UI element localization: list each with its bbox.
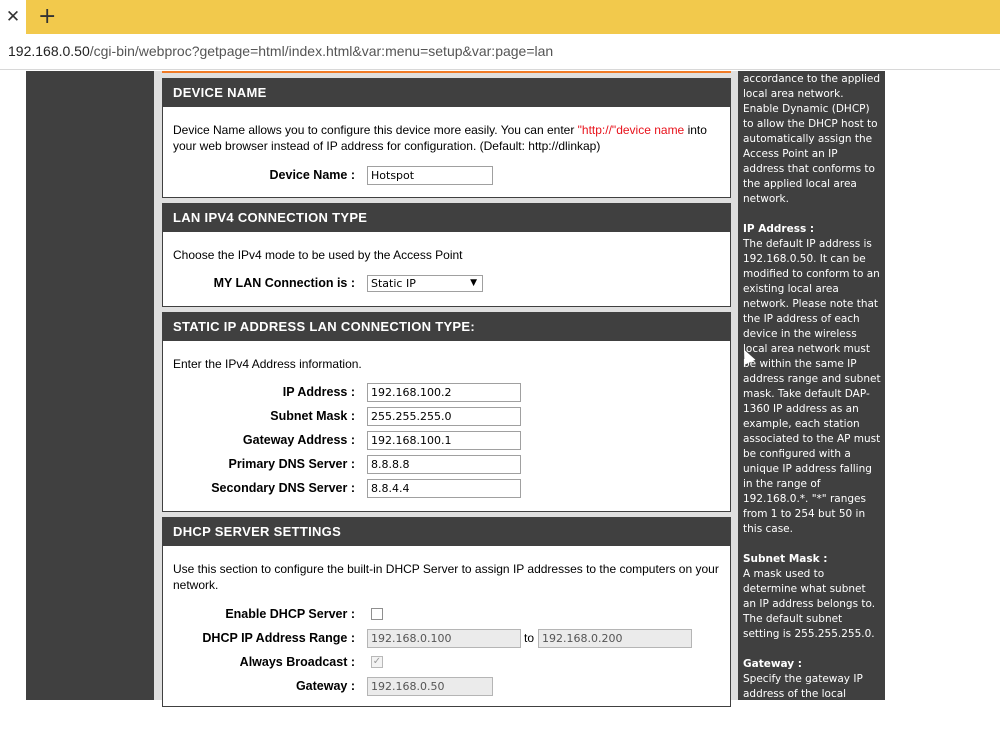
help-intro: accordance to the applied local area network. Enable Dynamic (DHCP) to allow the DHCP host to automatically assign the Access Point an IP address that conforms to the applied local area network. [743,73,881,205]
secondary-dns-input[interactable]: 8.8.4.4 [367,479,521,498]
ip-address-input[interactable]: 192.168.100.2 [367,383,521,402]
device-name-label: Device Name : [269,168,355,182]
device-name-section [162,78,731,198]
dhcp-range-label: DHCP IP Address Range : [202,631,355,645]
section-title: LAN IPV4 CONNECTION TYPE [163,204,730,232]
browser-tab-strip [0,0,1000,34]
device-name-link-text: "http://"device name [577,123,685,137]
subnet-mask-input[interactable]: 255.255.255.0 [367,407,521,426]
gateway-address-label: Gateway Address : [242,433,355,447]
gateway-address-input[interactable]: 192.168.100.1 [367,431,521,450]
enable-dhcp-label: Enable DHCP Server : [225,607,355,621]
dhcp-range-start-input[interactable]: 192.168.0.100 [367,629,521,648]
section-title: DHCP SERVER SETTINGS [163,518,730,546]
url-path: /cgi-bin/webproc?getpage=html/index.html&var:menu=setup&var:page=lan [89,43,554,59]
primary-dns-label: Primary DNS Server : [228,457,355,471]
static-ip-section [162,312,731,512]
new-tab-icon[interactable]: + [38,4,57,29]
range-separator: to [524,631,535,645]
dhcp-server-section [162,517,731,707]
address-bar[interactable] [0,34,1000,70]
help-gateway-text: Specify the gateway IP address of the local network. [743,673,863,715]
help-sidebar [738,71,885,745]
help-ip-heading: IP Address : [743,223,815,235]
help-ip-text: The default IP address is 192.168.0.50. It can be modified to conform to an existing local area network. Please note that the IP address of each device in the wireless local area network must be within the same IP address range and subnet mask. Take default DAP-1360 IP address as an example, each station associated to the AP must be configured with a unique IP address falling in the range of 192.168.0.*. "*" ranges from 1 to 254 but 50 in this case. [743,238,881,535]
device-name-description: Device Name allows you to configure this device more easily. You can enter "http://"device name into your web browser instead of IP address for configuration. (Default: http://dlinkap) [173,123,707,153]
help-gateway-heading: Gateway : [743,658,803,670]
help-text [743,71,881,747]
dhcp-range-end-input[interactable]: 192.168.0.200 [538,629,692,648]
subnet-mask-label: Subnet Mask : [270,409,355,423]
url-text[interactable] [8,43,553,59]
lan-connection-label: MY LAN Connection is : [213,276,355,290]
section-title: STATIC IP ADDRESS LAN CONNECTION TYPE: [163,313,730,341]
accent-divider [162,71,731,73]
router-setup-page [0,71,1000,745]
section-title: DEVICE NAME [163,79,730,107]
always-broadcast-checkbox[interactable]: ✓ [372,656,382,667]
help-mask-text: A mask used to determine what subnet an IP address belongs to. The default subnet setting is 255.255.255.0. [743,568,876,640]
help-dhcp-heading: DHCP Server : [743,733,827,745]
static-ip-description: Enter the IPv4 Address information. [173,357,362,371]
secondary-dns-label: Secondary DNS Server : [211,481,355,495]
lan-type-description: Choose the IPv4 mode to be used by the Access Point [173,248,463,262]
enable-dhcp-checkbox[interactable] [371,608,383,620]
dhcp-gateway-input[interactable]: 192.168.0.50 [367,677,493,696]
url-host: 192.168.0.50 [8,43,90,59]
ip-address-label: IP Address : [282,385,355,399]
left-frame [26,71,154,700]
lan-connection-type-section [162,203,731,307]
always-broadcast-label: Always Broadcast : [239,655,355,669]
dhcp-gateway-label: Gateway : [295,679,355,693]
chevron-down-icon: ▼ [470,278,477,288]
close-tab-icon[interactable]: ✕ [0,0,26,34]
primary-dns-input[interactable]: 8.8.8.8 [367,455,521,474]
dhcp-description: Use this section to configure the built-in DHCP Server to assign IP addresses to the computers on your network. [173,562,719,592]
help-mask-heading: Subnet Mask : [743,553,828,565]
lan-connection-select[interactable]: Static IP ▼ [367,275,483,292]
device-name-input[interactable]: Hotspot [367,166,493,185]
